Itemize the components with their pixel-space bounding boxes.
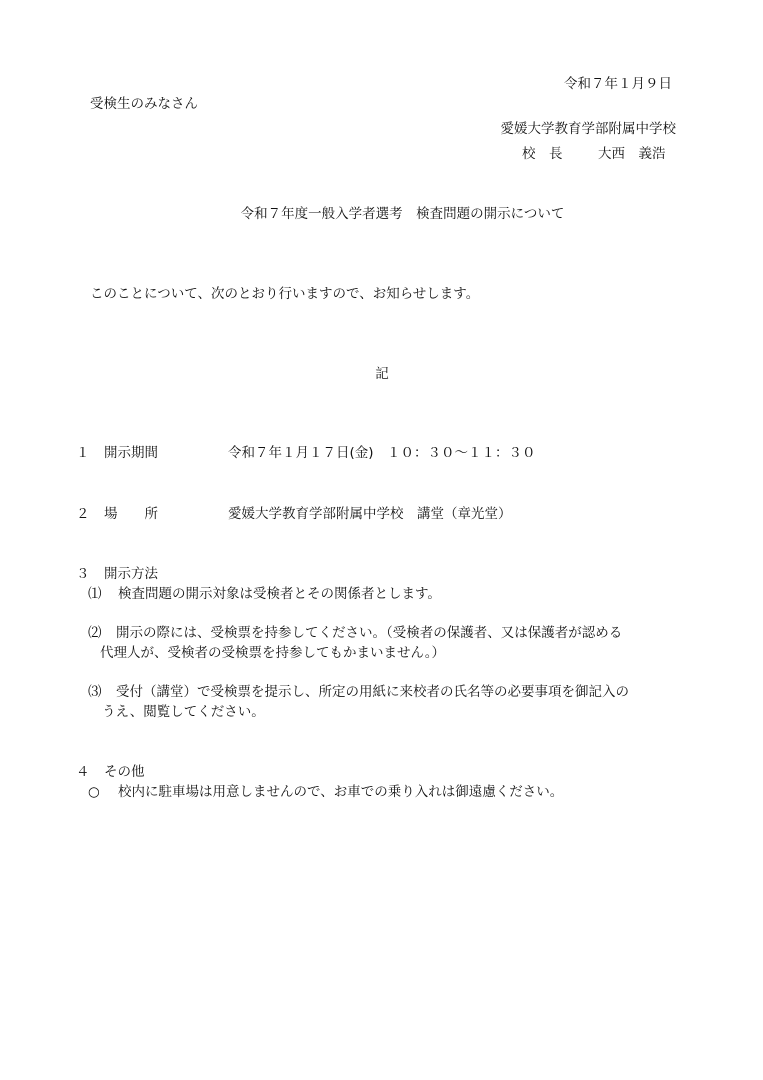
method-sub3-line1: 受付（講堂）で受検票を提示し、所定の用紙に来校者の氏名等の必要事項を御記入の — [116, 684, 629, 700]
item-number: ４ — [76, 764, 90, 780]
item-number: ３ — [76, 566, 90, 582]
method-sub2-line1: 開示の際には、受検票を持参してください。（受検者の保護者、又は保護者が認める — [116, 625, 623, 641]
method-sub1-marker: ⑴ — [88, 586, 102, 602]
ki-heading: 記 — [375, 366, 389, 382]
item-label: 開示方法 — [104, 566, 158, 582]
item-label: 開示期間 — [104, 445, 158, 461]
item-number: １ — [76, 445, 90, 461]
item-label: 場 所 — [104, 506, 158, 522]
other-text: 校内に駐車場は用意しませんので、お車での乗り入れは御遠慮ください。 — [118, 784, 564, 800]
issuer-school: 愛媛大学教育学部附属中学校 — [500, 121, 676, 137]
issuer-name: 大西 義浩 — [598, 146, 666, 162]
recipient-line: 受検生のみなさん — [90, 96, 198, 112]
item-value: 愛媛大学教育学部附属中学校 講堂（章光堂） — [228, 506, 512, 522]
method-sub2-marker: ⑵ — [88, 625, 102, 641]
intro-paragraph: このことについて、次のとおり行いますので、お知らせします。 — [90, 286, 480, 302]
method-sub1-text: 検査問題の開示対象は受検者とその関係者とします。 — [118, 586, 441, 602]
document-date: 令和７年１月９日 — [564, 76, 672, 92]
method-sub3-marker: ⑶ — [88, 684, 102, 700]
method-sub2-line2: 代理人が、受検者の受検票を持参してもかまいません。） — [100, 645, 446, 661]
document-title: 令和７年度一般入学者選考 検査問題の開示について — [240, 206, 565, 222]
item-value: 令和７年１月１７日(金) １０：３０～１１：３０ — [228, 445, 536, 461]
item-number: ２ — [76, 506, 90, 522]
other-bullet: ○ — [88, 784, 100, 800]
issuer-role: 校 長 — [522, 146, 563, 162]
method-sub3-line2: うえ、閲覧してください。 — [102, 704, 265, 720]
item-label: その他 — [104, 764, 145, 780]
